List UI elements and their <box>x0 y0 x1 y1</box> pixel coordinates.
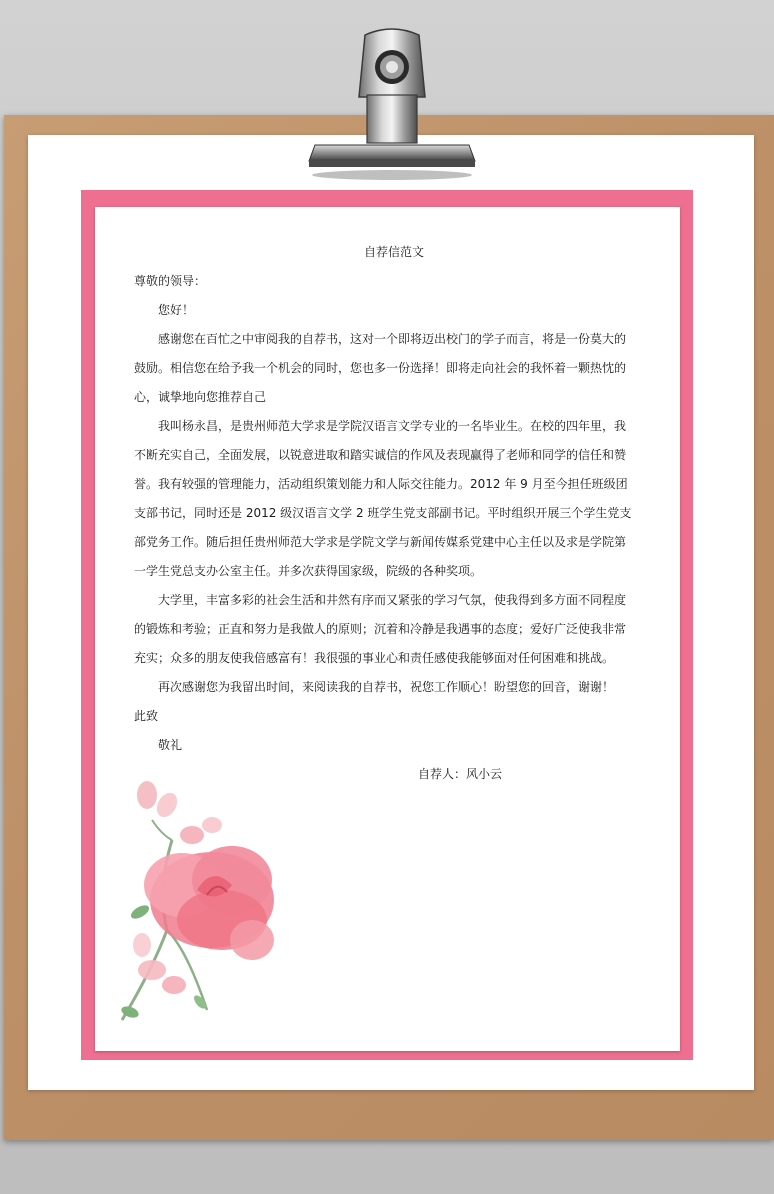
regards: 敬礼 <box>158 738 183 752</box>
paragraph-university-life: 大学里，丰富多彩的社会生活和井然有序而又紧张的学习气氛，使我得到多方面不同程度的锻炼和考验；正直和努力是我做人的原则；沉着和冷静是我遇事的态度；爱好广泛使我非常充实；众多的朋友使我倍感富有！我很强的事业心和责任感使我能够面对任何困难和挑战。 <box>134 593 627 665</box>
salutation: 尊敬的领导： <box>134 274 207 288</box>
paragraph-intro: 感谢您在百忙之中审阅我的自荐书，这对一个即将迈出校门的学子而言，将是一份莫大的鼓励。相信您在给予我一个机会的同时，您也多一份选择！即将走向社会的我怀着一颗热忱的心，诚挚地向您推荐自己 <box>134 332 627 404</box>
paragraph-background: 我叫杨永昌，是贵州师范大学求是学院汉语言文学专业的一名毕业生。在校的四年里，我不断充实自己，全面发展，以锐意进取和踏实诚信的作风及表现赢得了老师和同学的信任和赞誉。我有较强的管理能力，活动组织策划能力和人际交往能力。2012 年 9 月至今担任班级团支部书记，同时还是 2012 级汉语言文学 2 班学生党支部副书记。平时组织开展三个学生党支部党务工作。随后担任贵州师范大学求是学院文学与新闻传媒系党建中心主任以及求是学院第一学生党总支办公室主任。并多次获得国家级，院级的各种奖项。 <box>134 419 632 578</box>
rose-flower-icon <box>112 780 287 1030</box>
letter-title: 自荐信范文 <box>363 245 424 259</box>
binder-clip-icon <box>307 25 477 180</box>
signature: 自荐人：风小云 <box>418 767 503 781</box>
paragraph-thanks: 再次感谢您为我留出时间，来阅读我的自荐书，祝您工作顺心！盼望您的回音，谢谢！ <box>158 680 615 694</box>
letter-body <box>134 238 634 789</box>
greeting: 您好！ <box>158 303 195 317</box>
closing: 此致 <box>134 709 159 723</box>
